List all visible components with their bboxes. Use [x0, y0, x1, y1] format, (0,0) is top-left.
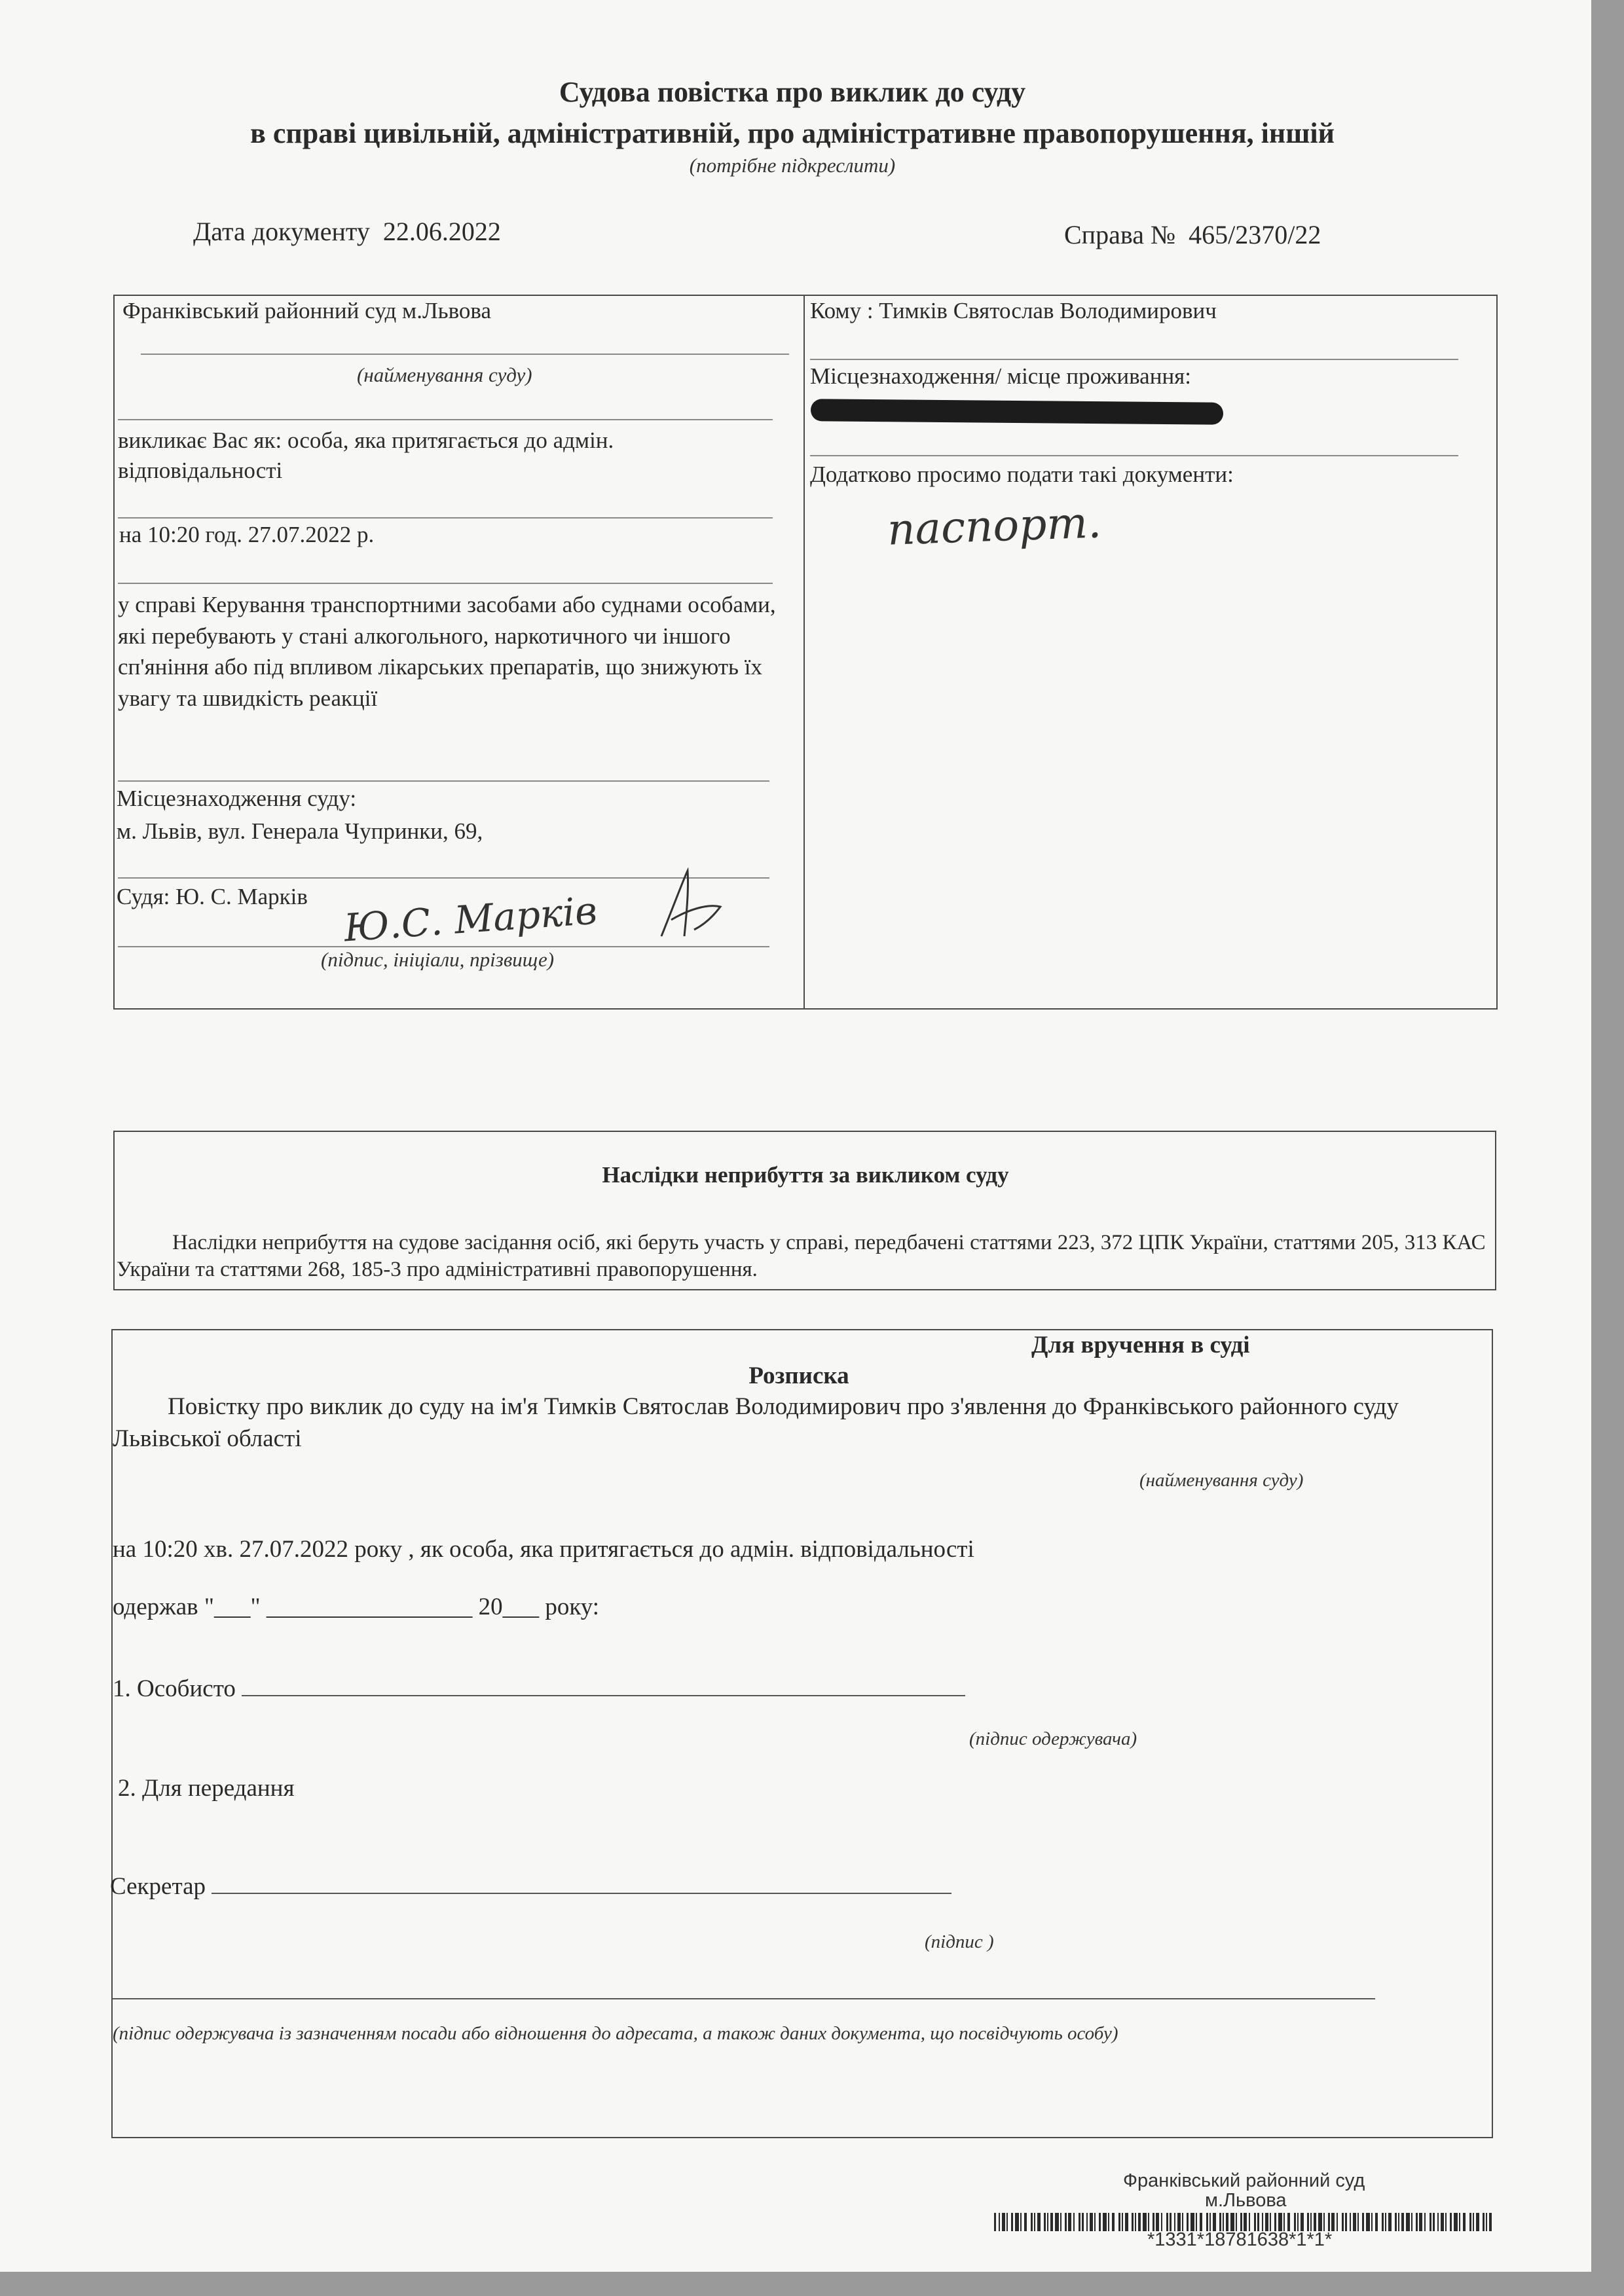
- barcode-bar: [1353, 2213, 1356, 2231]
- barcode-bar: [1331, 2213, 1335, 2231]
- barcode-bar: [1371, 2213, 1373, 2231]
- barcode-bar: [999, 2213, 1000, 2231]
- barcode-bar: [1108, 2213, 1109, 2231]
- barcode-bar: [1068, 2213, 1071, 2231]
- called-as: викликає Вас як: особа, яка притягається до адмін. відповідальності: [118, 428, 614, 484]
- barcode-bar: [1388, 2213, 1392, 2231]
- bottom-note: (підпис одержувача із зазначенням посади або відношення до адресата, а також даних документа, що посвідчують особу): [113, 2023, 1118, 2044]
- barcode-bar: [1469, 2213, 1471, 2231]
- barcode-bar: [1323, 2213, 1325, 2231]
- judge-handwritten-signature: Ю.С. Марків: [342, 888, 599, 951]
- barcode-bar: [1213, 2213, 1216, 2231]
- barcode-bar: [1170, 2213, 1172, 2231]
- barcode-bar: [1156, 2213, 1159, 2231]
- barcode-bar: [1437, 2213, 1439, 2231]
- barcode-bar: [1401, 2213, 1404, 2231]
- barcode-bar: [1153, 2213, 1154, 2231]
- barcode-bar: [1082, 2213, 1084, 2231]
- barcode-bar: [1236, 2213, 1237, 2231]
- date-value: 22.06.2022: [382, 217, 501, 246]
- secretary-label: Секретар: [110, 1873, 206, 1900]
- transfer-label: 2. Для передання: [118, 1775, 295, 1802]
- barcode-bar: [1138, 2213, 1141, 2231]
- stamp-line2: м.Львова: [1205, 2190, 1287, 2211]
- barcode-bar: [1135, 2213, 1136, 2231]
- barcode-bar: [1094, 2213, 1096, 2231]
- barcode-bar: [1307, 2213, 1309, 2231]
- stamp-line1: Франківський районний суд: [1123, 2170, 1365, 2191]
- hearing-time: на 10:20 год. 27.07.2022 р.: [119, 522, 375, 547]
- barcode-bar: [1301, 2213, 1304, 2231]
- secretary-line: [110, 1872, 951, 1901]
- barcode-bar: [1190, 2213, 1194, 2231]
- rule-line: [113, 1998, 1375, 1999]
- barcode-bar: [1226, 2213, 1228, 2231]
- barcode-bar: [994, 2213, 996, 2231]
- barcode-bar: [1099, 2213, 1101, 2231]
- barcode-bar: [1362, 2213, 1364, 2231]
- barcode-bar: [1219, 2213, 1221, 2231]
- receipt-title: Розписка: [748, 1362, 849, 1389]
- rule-line: [141, 354, 789, 355]
- barcode-bar: [1174, 2213, 1175, 2231]
- rule-line: [118, 517, 773, 519]
- barcode-bar: [1433, 2213, 1435, 2231]
- court-name-note: (найменування суду): [357, 363, 532, 386]
- receipt-court-note: (найменування суду): [1139, 1470, 1304, 1491]
- barcode-bar: [1287, 2213, 1290, 2231]
- recipient: Кому : Тимків Святослав Володимирович: [810, 298, 1217, 323]
- barcode-bar: [1283, 2213, 1285, 2231]
- barcode-bar: [1086, 2213, 1088, 2231]
- barcode-text: *1331*18781638*1*1*: [1147, 2229, 1333, 2250]
- barcode-bar: [1459, 2213, 1460, 2231]
- personally-signature-line: [242, 1675, 965, 1696]
- barcode-bar: [1257, 2213, 1259, 2231]
- barcode-bar: [1406, 2213, 1410, 2231]
- barcode-bar: [1065, 2213, 1067, 2231]
- secretary-signature-line: [212, 1873, 951, 1894]
- document-title: Судова повістка про виклик до суду: [559, 76, 1026, 108]
- barcode-bar: [1366, 2213, 1370, 2231]
- barcode-bar: [1337, 2213, 1338, 2231]
- redacted-address: [811, 399, 1223, 424]
- barcode-bar: [1132, 2213, 1134, 2231]
- barcode-bar: [1398, 2213, 1399, 2231]
- barcode-bar: [1350, 2213, 1351, 2231]
- barcode-bar: [1031, 2213, 1033, 2231]
- document-date: [193, 216, 501, 247]
- barcode-bar: [1020, 2213, 1022, 2231]
- barcode-bar: [1411, 2213, 1412, 2231]
- barcode-bar: [1385, 2213, 1386, 2231]
- barcode-bar: [1357, 2213, 1359, 2231]
- barcode-bar: [1450, 2213, 1452, 2231]
- barcode-bar: [1223, 2213, 1224, 2231]
- barcode-bar: [1375, 2213, 1378, 2231]
- barcode-bar: [1265, 2213, 1268, 2231]
- date-label: Дата документу: [193, 217, 370, 246]
- barcode-bar: [1342, 2213, 1344, 2231]
- barcode-bar: [1254, 2213, 1256, 2231]
- barcode-bar: [1483, 2213, 1485, 2231]
- barcode-bar: [1249, 2213, 1250, 2231]
- barcode-bar: [1345, 2213, 1347, 2231]
- barcode-bar: [1278, 2213, 1282, 2231]
- barcode-bar: [1328, 2213, 1330, 2231]
- residence-label: Місцезнаходження/ місце проживання:: [810, 363, 1191, 389]
- barcode-bar: [1044, 2213, 1046, 2231]
- extra-docs-label: Додатково просимо подати такі документи:: [810, 462, 1234, 487]
- barcode-bar: [1187, 2213, 1189, 2231]
- barcode-bar: [1112, 2213, 1115, 2231]
- case-value: 465/2370/22: [1189, 220, 1321, 249]
- barcode-bar: [1476, 2213, 1479, 2231]
- secretary-sign-note: (підпис ): [925, 1931, 994, 1952]
- barcode-bar: [1103, 2213, 1107, 2231]
- barcode-bar: [1161, 2213, 1162, 2231]
- barcode-bar: [1445, 2213, 1447, 2231]
- for-court-label: Для вручення в суді: [1031, 1332, 1250, 1358]
- barcode-bar: [1441, 2213, 1444, 2231]
- court-location-label: Місцезнаходження суду:: [117, 786, 357, 811]
- barcode-bar: [1034, 2213, 1035, 2231]
- rule-line: [118, 583, 773, 584]
- signature-note: (підпис, ініціали, прізвище): [321, 948, 555, 971]
- barcode-bar: [1416, 2213, 1418, 2231]
- barcode-bar: [1240, 2213, 1242, 2231]
- barcode-bar: [1166, 2213, 1168, 2231]
- rule-line: [810, 359, 1458, 360]
- barcode-bar: [1200, 2213, 1202, 2231]
- case-number: [1064, 219, 1321, 250]
- barcode-bar: [1318, 2213, 1322, 2231]
- barcode-bar: [1055, 2213, 1059, 2231]
- barcode-bar: [1230, 2213, 1234, 2231]
- barcode-bar: [1148, 2213, 1149, 2231]
- barcode-bar: [1037, 2213, 1041, 2231]
- barcode-bar: [1297, 2213, 1299, 2231]
- signature-scribble: [648, 864, 733, 949]
- barcode-bar: [1314, 2213, 1316, 2231]
- barcode-bar: [1125, 2213, 1128, 2231]
- barcode-bar: [1262, 2213, 1263, 2231]
- barcode-bar: [1196, 2213, 1197, 2231]
- barcode-bar: [1419, 2213, 1422, 2231]
- barcode-bar: [1050, 2213, 1053, 2231]
- personally-line: [113, 1675, 965, 1703]
- barcode-bar: [1486, 2213, 1487, 2231]
- barcode-bar: [1206, 2213, 1208, 2231]
- barcode-bar: [1011, 2213, 1013, 2231]
- rule-line: [118, 946, 769, 947]
- title-note: (потрібне підкреслити): [689, 154, 896, 177]
- recipient-sign-note: (підпис одержувача): [969, 1728, 1137, 1749]
- barcode-bar: [1122, 2213, 1123, 2231]
- court-location-value: м. Львів, вул. Генерала Чупринки, 69,: [117, 818, 483, 844]
- barcode-bar: [1473, 2213, 1474, 2231]
- barcode-bar: [1209, 2213, 1211, 2231]
- barcode-bar: [1395, 2213, 1397, 2231]
- barcode-bar: [1270, 2213, 1271, 2231]
- document-subtitle: в справі цивільній, адміністративній, про адміністративне правопорушення, іншій: [250, 117, 1335, 149]
- barcode-bar: [1310, 2213, 1312, 2231]
- barcode-bar: [1047, 2213, 1048, 2231]
- barcode-bar: [1454, 2213, 1458, 2231]
- judge-name: Судя: Ю. С. Марків: [117, 884, 308, 909]
- barcode-bar: [1244, 2213, 1247, 2231]
- barcode-bar: [1079, 2213, 1080, 2231]
- barcode-bar: [1294, 2213, 1296, 2231]
- received-date-line: одержав "___" _________________ 20___ року:: [113, 1594, 600, 1620]
- barcode-bar: [1143, 2213, 1147, 2231]
- barcode-bar: [1382, 2213, 1384, 2231]
- barcode-bar: [1430, 2213, 1431, 2231]
- case-label: Справа №: [1064, 220, 1176, 249]
- consequences-text: Наслідки неприбуття на судове засідання осіб, які беруть участь у справі, передбачені статтями 223, 372 ЦПК України, статтями 205, 313 КАС України та статтями 268, 185-3 про адміністративні правопорушення.: [117, 1231, 1486, 1282]
- barcode-bar: [1060, 2213, 1061, 2231]
- receipt-time-line: на 10:20 хв. 27.07.2022 року , як особа, яка притягається до адмін. відповідальності: [113, 1536, 974, 1563]
- extra-docs-handwriting: паспорт.: [886, 497, 1103, 555]
- rule-line: [118, 780, 769, 782]
- barcode-bar: [1073, 2213, 1075, 2231]
- barcode-bar: [1274, 2213, 1276, 2231]
- barcode-bar: [1177, 2213, 1181, 2231]
- consequences-title: Наслідки неприбуття за викликом суду: [602, 1162, 1009, 1188]
- barcode-bar: [1024, 2213, 1027, 2231]
- barcode-bar: [1182, 2213, 1183, 2231]
- barcode-bar: [1015, 2213, 1019, 2231]
- barcode-bar: [1090, 2213, 1093, 2231]
- barcode-bar: [1463, 2213, 1466, 2231]
- barcode-bar: [1002, 2213, 1005, 2231]
- barcode-bar: [1118, 2213, 1120, 2231]
- personally-label: 1. Особисто: [113, 1675, 236, 1702]
- case-subject: у справі Керування транспортними засобами або суднами особами, які перебувають у стані алкогольного, наркотичного чи іншого сп'яніння або під впливом лікарських препаратів, що знижують їх увагу та швидкість реакції: [118, 592, 776, 711]
- court-name: Франківський районний суд м.Львова: [122, 298, 492, 323]
- barcode-bar: [1424, 2213, 1426, 2231]
- receipt-text: Повістку про виклик до суду на ім'я Тимків Святослав Володимирович про з'явлення до Франківського районного суду Львівської області: [113, 1393, 1399, 1452]
- barcode-bar: [1489, 2213, 1492, 2231]
- barcode-bar: [1006, 2213, 1008, 2231]
- summons-divider: [803, 295, 805, 1008]
- rule-line: [118, 419, 773, 420]
- rule-line: [810, 455, 1458, 456]
